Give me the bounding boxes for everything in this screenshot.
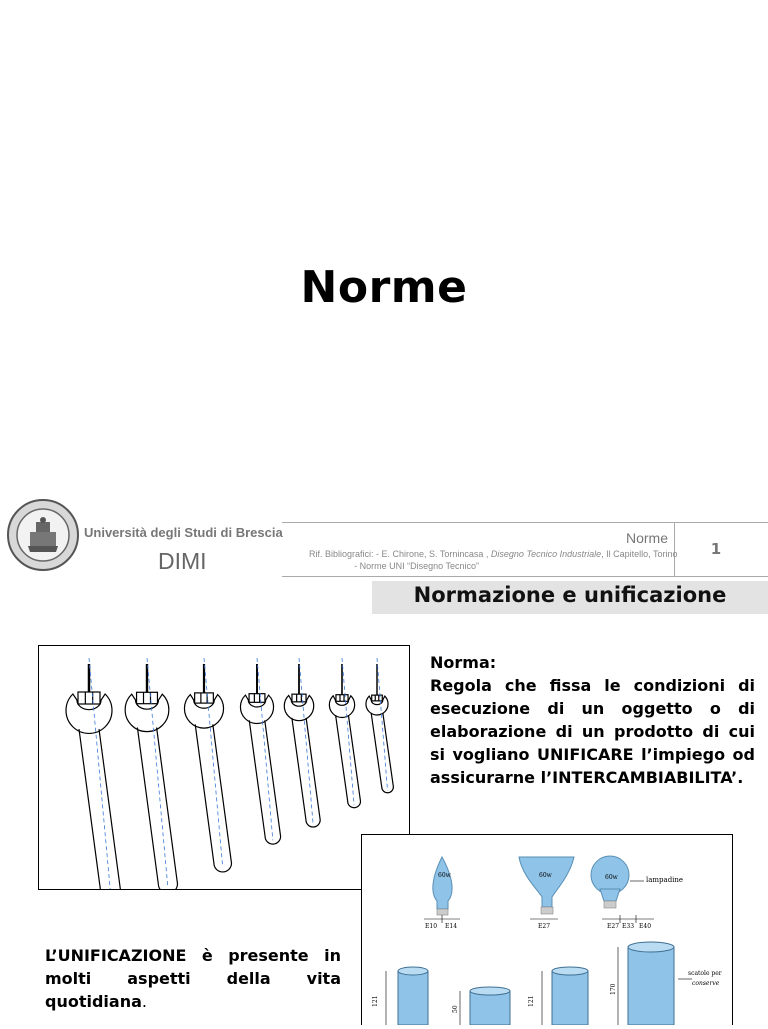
- bulb-standard: [591, 856, 629, 908]
- slide-title: Norme: [300, 262, 468, 313]
- bulbs-and-cans-figure: [361, 834, 733, 1025]
- bibliography-suffix: , Il Capitello, Torino: [601, 549, 678, 559]
- can-dimension-2: 50: [452, 1005, 459, 1013]
- bibliography-line-1: [309, 549, 678, 559]
- socket-label-e33: E33: [622, 923, 635, 930]
- can-dimension-3: 121: [528, 995, 535, 1007]
- section-title: Normazione e unificazione: [413, 583, 727, 607]
- can-3: [552, 967, 588, 1025]
- header-divider-bottom: [282, 576, 768, 577]
- norma-heading: Norma:: [430, 653, 497, 672]
- header-topic: Norme: [625, 530, 668, 546]
- bulb-label-1: 60w: [438, 872, 451, 879]
- wrench-7: [366, 658, 393, 793]
- can-4: [628, 942, 674, 1025]
- wrench-6: [329, 658, 360, 808]
- bulbs-caption: lampadine: [646, 876, 684, 884]
- unificazione-period: .: [141, 992, 147, 1011]
- unificazione-body: L’UNIFICAZIONE è presente in molti aspetti della vita quotidiana: [45, 946, 341, 1011]
- socket-label-e10: E10: [425, 923, 438, 930]
- bulb-label-3: 60w: [605, 874, 618, 881]
- norma-body: Regola che fissa le condizioni di esecuzione di un oggetto o di elaborazione di un prodotto di cui si vogliano UNIFICARE l’impiego od assicurarne l’INTERCAMBIABILITA’.: [430, 676, 755, 787]
- bibliography-book-title: Disegno Tecnico Industriale: [490, 549, 602, 559]
- bibliography-line-2: - Norme UNI “Disegno Tecnico”: [354, 561, 479, 571]
- bulb-candle: [433, 857, 452, 915]
- wrench-2: [125, 658, 177, 889]
- page-number: 1: [710, 540, 722, 558]
- can-2: [470, 987, 510, 1025]
- university-name: Università degli Studi di Brescia: [84, 525, 283, 540]
- socket-label-e40: E40: [639, 923, 652, 930]
- wrench-5: [284, 658, 320, 827]
- unificazione-paragraph: [45, 944, 341, 1013]
- wrenches-figure: [38, 645, 410, 890]
- bibliography-prefix: Rif. Bibliografici: - E. Chirone, S. Tornincasa ,: [309, 549, 491, 559]
- cans-caption-line-2: conserve: [692, 980, 720, 987]
- wrench-1: [66, 658, 121, 889]
- socket-label-e27-a: E27: [538, 923, 551, 930]
- wrenches-drawing: [39, 646, 409, 889]
- socket-label-e27-b: E27: [607, 923, 620, 930]
- header-divider-top: [282, 522, 768, 523]
- bulb-reflector: [519, 857, 574, 914]
- department-name: DIMI: [158, 548, 207, 574]
- wrench-4: [240, 658, 280, 844]
- bulbs-and-cans-drawing: [362, 835, 732, 1025]
- cans-caption-line-1: scatole per: [688, 970, 722, 977]
- bulb-label-2: 60w: [539, 872, 552, 879]
- norma-definition: [430, 651, 755, 789]
- can-1: [398, 967, 428, 1025]
- wrench-3: [184, 658, 231, 872]
- can-dimension-1: 121: [372, 995, 379, 1007]
- university-seal-logo: [6, 498, 80, 572]
- can-dimension-4: 170: [610, 983, 617, 995]
- socket-label-e14: E14: [445, 923, 458, 930]
